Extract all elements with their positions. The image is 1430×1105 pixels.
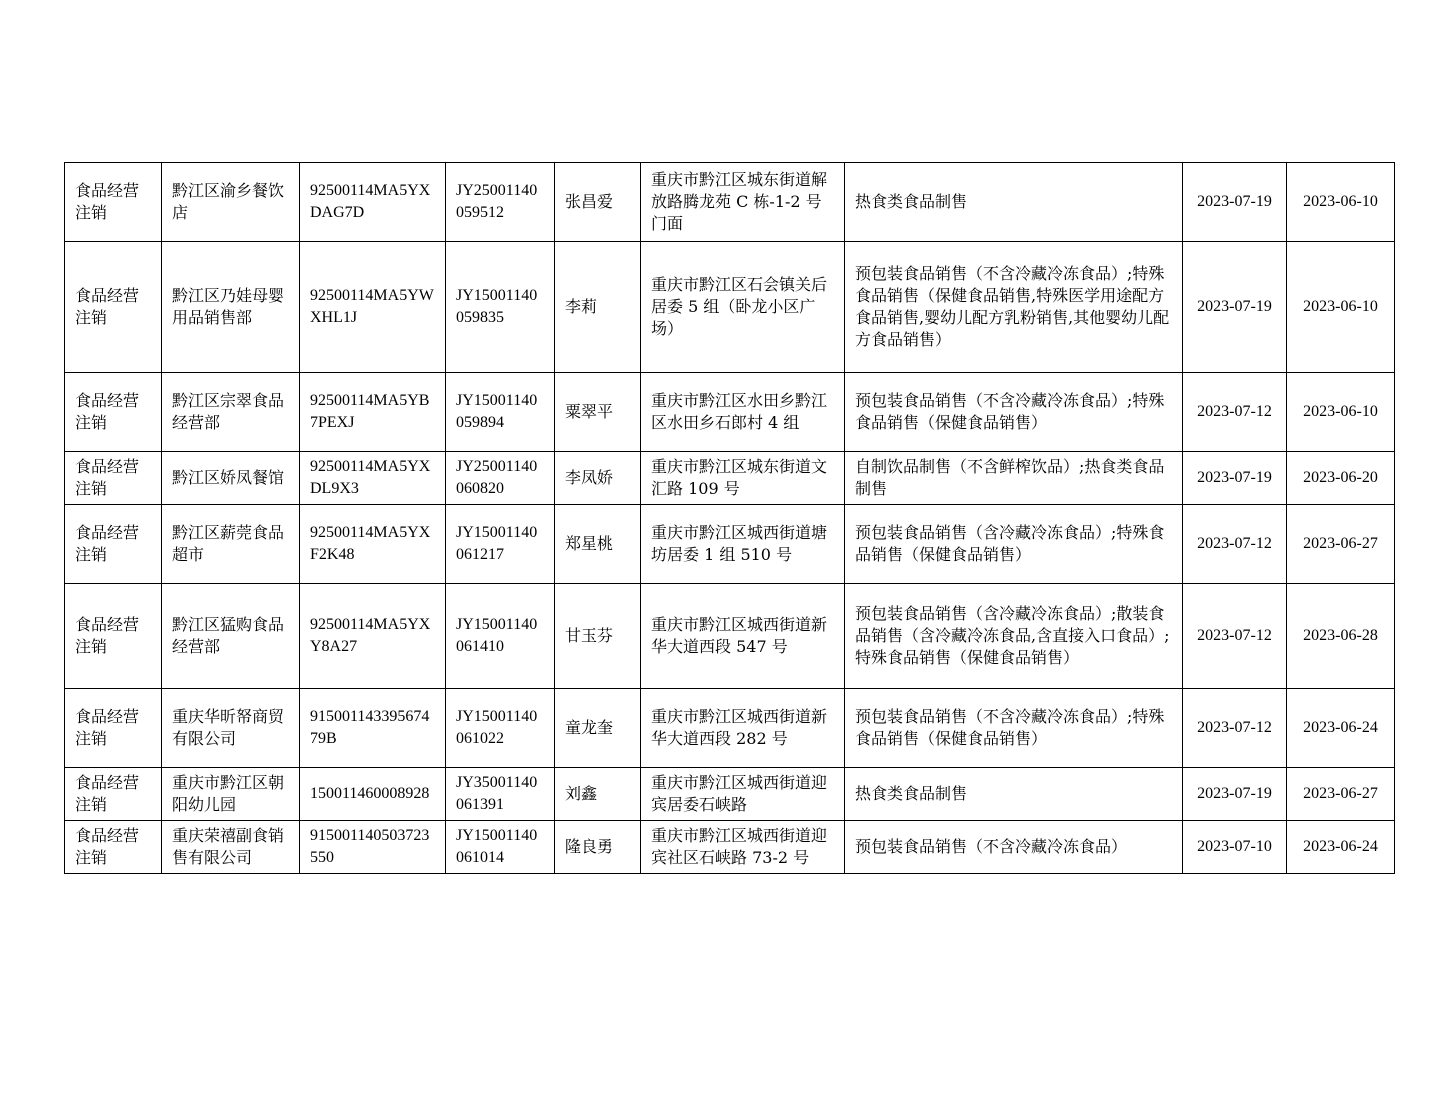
cell-license-no: JY15001140061014 [446,821,555,874]
cell-date2: 2023-06-20 [1287,452,1395,505]
cell-credit-code: 91500114339567479B [300,689,446,768]
table-row [65,821,1395,874]
cell-license-no: JY15001140061022 [446,689,555,768]
cell-scope: 预包装食品销售（不含冷藏冷冻食品）;特殊食品销售（保健食品销售,特殊医学用途配方食品销售,婴幼儿配方乳粉销售,其他婴幼儿配方食品销售） [845,242,1183,373]
table-row [65,584,1395,689]
cell-credit-code: 915001140503723550 [300,821,446,874]
cell-date1: 2023-07-19 [1183,768,1287,821]
cell-date2: 2023-06-27 [1287,768,1395,821]
cell-date1: 2023-07-12 [1183,505,1287,584]
cell-credit-code: 92500114MA5YXDAG7D [300,163,446,242]
cell-name: 重庆荣禧副食销售有限公司 [162,821,300,874]
cell-type: 食品经营注销 [65,373,162,452]
table-row [65,452,1395,505]
table-row [65,242,1395,373]
cell-license-no: JY25001140059512 [446,163,555,242]
cell-name: 黔江区薪莞食品超市 [162,505,300,584]
cell-date1: 2023-07-12 [1183,689,1287,768]
cell-license-no: JY15001140061410 [446,584,555,689]
cell-person: 童龙奎 [555,689,641,768]
cell-person: 郑星桃 [555,505,641,584]
cell-address: 重庆市黔江区城西街道新华大道西段 282 号 [641,689,845,768]
table-row [65,505,1395,584]
cell-address: 重庆市黔江区城西街道迎宾居委石峡路 [641,768,845,821]
cell-credit-code: 150011460008928 [300,768,446,821]
cell-name: 黔江区渝乡餐饮店 [162,163,300,242]
cell-date1: 2023-07-19 [1183,452,1287,505]
cell-license-no: JY15001140059894 [446,373,555,452]
cell-credit-code: 92500114MA5YXY8A27 [300,584,446,689]
cell-date2: 2023-06-28 [1287,584,1395,689]
table-row [65,689,1395,768]
cell-address: 重庆市黔江区城东街道解放路腾龙苑 C 栋-1-2 号门面 [641,163,845,242]
cell-scope: 预包装食品销售（不含冷藏冷冻食品）;特殊食品销售（保健食品销售） [845,373,1183,452]
cell-credit-code: 92500114MA5YXDL9X3 [300,452,446,505]
cell-date1: 2023-07-12 [1183,584,1287,689]
cell-scope: 热食类食品制售 [845,768,1183,821]
cell-type: 食品经营注销 [65,452,162,505]
cell-address: 重庆市黔江区城东街道文汇路 109 号 [641,452,845,505]
cell-person: 张昌爱 [555,163,641,242]
cell-date1: 2023-07-19 [1183,242,1287,373]
cell-name: 黔江区猛购食品经营部 [162,584,300,689]
cell-type: 食品经营注销 [65,163,162,242]
cell-credit-code: 92500114MA5YWXHL1J [300,242,446,373]
cell-date2: 2023-06-10 [1287,242,1395,373]
cell-person: 甘玉芬 [555,584,641,689]
cell-type: 食品经营注销 [65,768,162,821]
cell-license-no: JY25001140060820 [446,452,555,505]
cell-person: 刘鑫 [555,768,641,821]
cell-credit-code: 92500114MA5YXF2K48 [300,505,446,584]
cell-address: 重庆市黔江区石会镇关后居委 5 组（卧龙小区广场） [641,242,845,373]
cell-address: 重庆市黔江区城西街道塘坊居委 1 组 510 号 [641,505,845,584]
cell-name: 重庆华昕帑商贸有限公司 [162,689,300,768]
cell-scope: 预包装食品销售（含冷藏冷冻食品）;散装食品销售（含冷藏冷冻食品,含直接入口食品）;特殊食品销售（保健食品销售） [845,584,1183,689]
table-row [65,768,1395,821]
table-body [65,163,1395,874]
cell-scope: 自制饮品制售（不含鲜榨饮品）;热食类食品制售 [845,452,1183,505]
cell-person: 李凤娇 [555,452,641,505]
cell-address: 重庆市黔江区城西街道新华大道西段 547 号 [641,584,845,689]
cell-date2: 2023-06-24 [1287,689,1395,768]
cell-date2: 2023-06-27 [1287,505,1395,584]
cell-license-no: JY35001140061391 [446,768,555,821]
cell-person: 隆良勇 [555,821,641,874]
cell-scope: 预包装食品销售（不含冷藏冷冻食品） [845,821,1183,874]
cell-type: 食品经营注销 [65,505,162,584]
cell-address: 重庆市黔江区城西街道迎宾社区石峡路 73-2 号 [641,821,845,874]
cell-type: 食品经营注销 [65,584,162,689]
table-row [65,373,1395,452]
cell-date1: 2023-07-12 [1183,373,1287,452]
cell-name: 黔江区乃娃母婴用品销售部 [162,242,300,373]
cell-name: 黔江区娇凤餐馆 [162,452,300,505]
cell-name: 黔江区宗翠食品经营部 [162,373,300,452]
cell-person: 李莉 [555,242,641,373]
cell-date2: 2023-06-24 [1287,821,1395,874]
cell-scope: 预包装食品销售（含冷藏冷冻食品）;特殊食品销售（保健食品销售） [845,505,1183,584]
cell-type: 食品经营注销 [65,242,162,373]
license-cancellation-table [64,162,1395,874]
cell-credit-code: 92500114MA5YB7PEXJ [300,373,446,452]
cell-date2: 2023-06-10 [1287,163,1395,242]
cell-type: 食品经营注销 [65,689,162,768]
cell-scope: 预包装食品销售（不含冷藏冷冻食品）;特殊食品销售（保健食品销售） [845,689,1183,768]
cell-license-no: JY15001140061217 [446,505,555,584]
cell-type: 食品经营注销 [65,821,162,874]
cell-date1: 2023-07-10 [1183,821,1287,874]
cell-address: 重庆市黔江区水田乡黔江区水田乡石郎村 4 组 [641,373,845,452]
cell-license-no: JY15001140059835 [446,242,555,373]
cell-person: 粟翠平 [555,373,641,452]
cell-date2: 2023-06-10 [1287,373,1395,452]
cell-date1: 2023-07-19 [1183,163,1287,242]
cell-name: 重庆市黔江区朝阳幼儿园 [162,768,300,821]
table-row [65,163,1395,242]
cell-scope: 热食类食品制售 [845,163,1183,242]
